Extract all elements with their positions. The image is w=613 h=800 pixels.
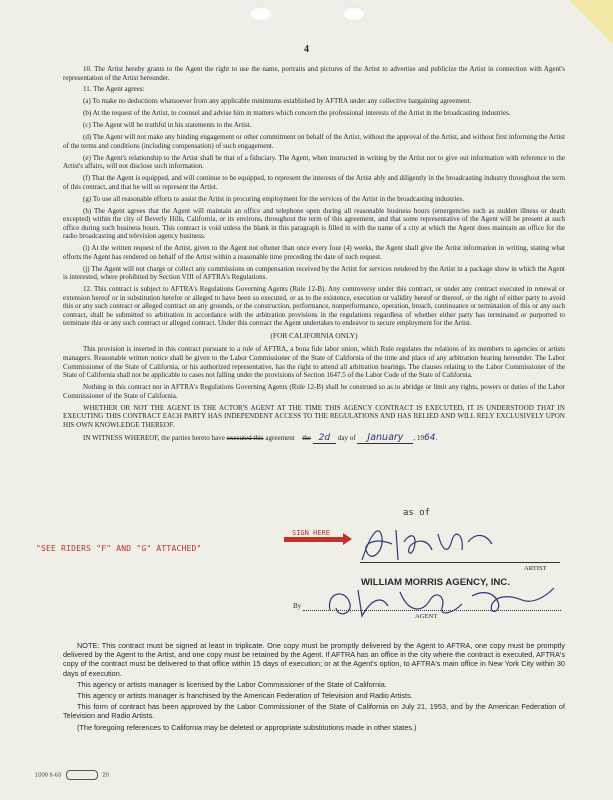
- clause-i: (i) At the written request of the Artist, given to the Agent not oftener than once every four (4) weeks, the Agent shall give the Artist information in writing, stating what efforts the Agent has rendered on behalf of the Artist within a reasonable time preceding the date of such request.: [63, 244, 565, 261]
- witness-prefix: IN WITNESS WHEREOF, the parties hereto have: [83, 434, 225, 443]
- sticky-note-corner: [569, 0, 613, 44]
- clause-h: (h) The Agent agrees that the Agent will maintain an office and telephone open during all reasonable business hours (emergencies such as sudden illness or death excepted) within the city of Beverly Hills, California, or its environs, throughout the term of this agreement, and that some representative of the Agent will be present at such office during such business hours. This contract is void unless the blank in this paragraph is filled in with the name of a city at which the Agent does maintain an office for the radio broadcasting and television agency business.: [63, 206, 565, 241]
- clause-d: (d) The Agent will not make any binding engagement or other commitment on behalf of the Artist, without the approval of the Artist, and without first informing the Artist of the terms and conditions (including compensation) of such engagement.: [63, 133, 565, 150]
- california-paragraph-2: Nothing in this contract nor in AFTRA's Regulations Governing Agents (Rule 12-B) shall be construed so as to abridge or limit any rights, powers or duties of the Labor Commissioner of the State of California.: [63, 383, 565, 400]
- contract-body: [63, 65, 565, 446]
- by-label: By: [293, 602, 302, 610]
- page-number: 4: [304, 44, 309, 55]
- sign-here-stamp: SIGN HERE: [292, 529, 330, 537]
- form-code: 1000 6-63: [35, 772, 62, 779]
- footer: [35, 770, 109, 780]
- note-california-references: (The foregoing references to California may be deleted or appropriate substitutions made in other states.): [77, 722, 417, 732]
- artist-signature-line: [360, 562, 560, 563]
- witness-the: the: [302, 434, 311, 443]
- clause-g: (g) To use all reasonable efforts to assist the Artist in procuring employment for the services of the Artist in the broadcasting industries.: [83, 194, 465, 203]
- paragraph-11: 11. The Agent agrees:: [83, 85, 145, 94]
- witness-month-value: January: [357, 432, 413, 444]
- witness-line: IN WITNESS WHEREOF, the parties hereto have executed this agreement the 2d day of January , 1964.: [83, 432, 438, 444]
- clause-b: (b) At the request of the Artist, to counsel and advise him in matters which concern the professional interests of the Artist in the broadcasting industries.: [83, 109, 511, 118]
- clause-e: (e) The Agent's relationship to the Artist shall be that of a fiduciary. The Agent, when instructed in writing by the Artist not to give out information with reference to the Artist's affairs, will not disclose such information.: [63, 153, 565, 171]
- paragraph-12: 12. This contract is subject to AFTRA's Regulations Governing Agents (Rule 12-B). Any controversy under this contract, or under any contract executed in renewal or extension hereof or in substitution herefor or alleged to have been so executed, or as to the existence, execution or validity hereof or thereof, or the right of either party to avoid this or any such contract or alleged contract on any grounds, or the construction, performance, nonperformance, operation, breach, continuance or termination of this or any such contract, shall be submitted to arbitration in accordance with the arbitration provisions in the regulations regardless of whether either party has terminated or purported to terminate this or any such contract or alleged contract. Under this contract the Agent undertakes to endeavor to secure employment for the Artist.: [63, 285, 565, 328]
- punch-hole: [250, 6, 272, 20]
- riders-stamp: "SEE RIDERS "F" AND "G" ATTACHED": [36, 544, 202, 553]
- sign-here-arrow: [284, 537, 344, 542]
- note-triplicate: NOTE: This contract must be signed at least in triplicate. One copy must be promptly delivered by the Agent to AFTRA, one copy must be promptly delivered by the Agent to the Artist, and one copy must be retained by the Agent. If AFTRA has an office in the city where the contract is executed, AFTRA's copy of the contract must be delivered to that office within 15 days of execution; or at the Agent's option, to AFTRA's main office in New York City within 30 days of execution.: [63, 641, 565, 678]
- agent-label: AGENT: [415, 613, 438, 620]
- agent-signature-line: [303, 610, 561, 611]
- california-paragraph-3: WHETHER OR NOT THE AGENT IS THE ACTOR'S AGENT AT THE TIME THIS AGENCY CONTRACT IS EXECUTED, IT IS UNDERSTOOD THAT IN EXECUTING THIS CONTRACT EACH PARTY HAS INDEPENDENT ACCESS TO THE REGULATIONS AND HAS RELIED AND WILL RELY EXCLUSIVELY UPON HIS OWN KNOWLEDGE THEREOF.: [63, 403, 565, 429]
- agent-signature: [312, 578, 572, 628]
- witness-struck-text: executed this: [226, 434, 264, 443]
- as-of-stamp: as of: [403, 508, 431, 518]
- note-approved: This form of contract has been approved by the Labor Commissioner of the State of California on July 21, 1953, and by the American Federation of Television and Radio Artists.: [63, 702, 565, 721]
- agency-name: WILLIAM MORRIS AGENCY, INC.: [361, 577, 510, 588]
- artist-label: ARTIST: [524, 565, 547, 572]
- clause-c: (c) The Agent will be truthful in his statements to the Artist.: [83, 121, 252, 130]
- clause-j: (j) The Agent will not charge or collect any commissions on compensation received by the Artist for services rendered by the Artist in a package show in which the Agent is interested, where prohibited by Section VIII of AFTRA's Regulations.: [63, 264, 565, 282]
- clause-f: (f) That the Agent is equipped, and will continue to be equipped, to represent the interests of the Artist ably and diligently in the broadcasting industry throughout the term of this contract, and that he will so represent the Artist.: [63, 174, 565, 191]
- union-number: 20: [102, 772, 109, 779]
- witness-day-value: 2d: [313, 433, 336, 444]
- witness-agreement: agreement: [265, 434, 295, 443]
- note-franchised: This agency or artists manager is franchised by the American Federation of Television and Radio Artists.: [77, 691, 413, 701]
- california-paragraph-1: This provision is inserted in this contract pursuant to a rule of AFTRA, a bona fide labor union, which Rule regulates the relations of its members to agencies or artists managers. Reasonable written notice shall be given to the Labor Commissioner of the State of California of the time and place of any arbitration hearing hereunder. The Labor Commissioner of the State of California, or his authorized representative, has the right to attend all arbitration hearings. The clauses relating to the Labor Commissioner of the State of California shall not be applicable to cases not falling under the provisions of Section 1647.5 of the Labor Code of the State of California.: [63, 345, 565, 380]
- witness-day-of: day of: [337, 434, 356, 443]
- union-label-icon: [66, 770, 98, 780]
- notes-section: [63, 641, 565, 734]
- witness-year-prefix: , 19: [413, 434, 424, 443]
- california-heading: (FOR CALIFORNIA ONLY): [270, 330, 358, 340]
- note-licensed: This agency or artists manager is licensed by the Labor Commissioner of the State of California.: [77, 679, 387, 689]
- paragraph-10: 10. The Artist hereby grants to the Agent the right to use the name, portraits and pictures of the Artist to advertise and publicize the Artist in connection with Agent's representation of the Artist hereunder.: [63, 65, 565, 82]
- clause-a: (a) To make no deductions whatsoever from any applicable minimums established by AFTRA under any collective bargaining agreement.: [83, 97, 472, 106]
- witness-year-value: 64: [424, 433, 436, 444]
- punch-hole: [343, 6, 365, 20]
